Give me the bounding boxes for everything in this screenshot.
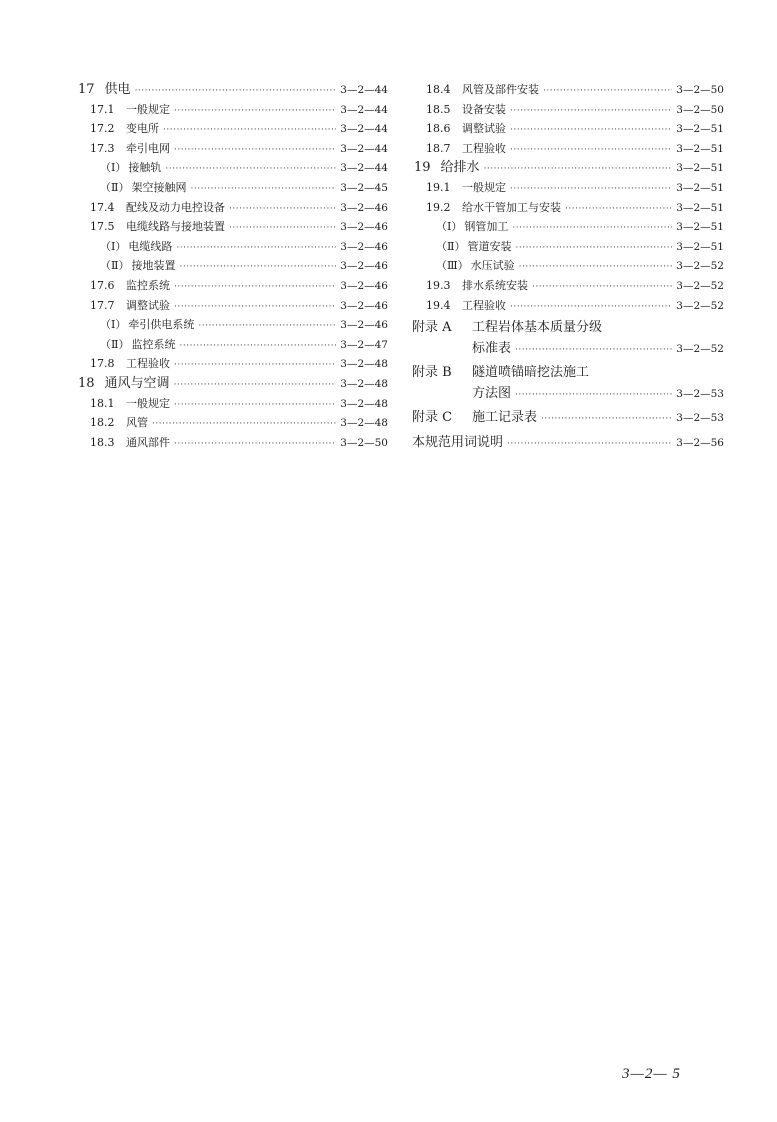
toc-entry-title: 一般规定 xyxy=(126,396,170,410)
toc-entry-number: 18.4 xyxy=(426,83,451,96)
toc-entry[interactable] xyxy=(78,158,388,178)
toc-entry-number: （Ⅰ） xyxy=(100,318,127,332)
toc-entry[interactable] xyxy=(78,80,388,100)
toc-entry[interactable] xyxy=(78,139,388,159)
leader-dots xyxy=(174,376,337,396)
leader-dots xyxy=(543,82,672,102)
toc-entry-page: 3—2—50 xyxy=(340,436,388,449)
toc-entry-page: 3—2—46 xyxy=(340,260,388,273)
toc-entry[interactable] xyxy=(78,335,388,355)
leader-dots xyxy=(198,317,336,337)
toc-entry-page: 3—2—48 xyxy=(340,358,388,371)
toc-entry-title: 风管及部件安装 xyxy=(462,83,539,96)
leader-dots xyxy=(484,160,673,180)
appendix-label: 附录 B xyxy=(412,365,452,381)
toc-entry[interactable] xyxy=(412,198,724,218)
page-folio: 3—2— 5 xyxy=(622,1066,681,1082)
leader-dots xyxy=(510,298,672,318)
toc-entry[interactable] xyxy=(412,276,724,296)
toc-entry[interactable] xyxy=(412,237,724,257)
toc-entry[interactable] xyxy=(412,296,724,316)
toc-entry[interactable] xyxy=(78,256,388,276)
toc-entry-number: 19.4 xyxy=(426,298,451,312)
toc-entry-page: 3—2—47 xyxy=(340,338,388,351)
leader-dots xyxy=(176,239,336,259)
leader-dots xyxy=(229,200,336,220)
toc-entry-page: 3—2—51 xyxy=(676,181,724,194)
toc-entry[interactable] xyxy=(412,217,724,237)
leader-dots xyxy=(174,435,336,455)
leader-dots xyxy=(174,141,336,161)
toc-entry[interactable] xyxy=(412,119,724,139)
toc-entry[interactable] xyxy=(78,198,388,218)
toc-entry-title: 设备安装 xyxy=(462,102,506,116)
toc-entry[interactable] xyxy=(78,100,388,120)
leader-dots xyxy=(174,278,336,298)
leader-dots xyxy=(165,160,336,180)
leader-dots xyxy=(510,102,672,122)
toc-entry-number: （Ⅰ） xyxy=(100,161,127,175)
leader-dots xyxy=(541,409,672,430)
toc-entry[interactable] xyxy=(78,178,388,198)
appendix-title: 工程岩体基本质量分级 xyxy=(472,320,603,336)
leader-dots xyxy=(510,141,672,161)
toc-entry-page: 3—2—45 xyxy=(340,181,388,194)
toc-entry-number: 19 xyxy=(414,160,431,176)
toc-entry-number: 18.7 xyxy=(426,141,451,155)
toc-entry-page: 3—2—51 xyxy=(676,142,724,155)
toc-entry[interactable] xyxy=(78,433,388,453)
toc-entry-title: 通风与空调 xyxy=(104,375,170,391)
toc-entry-number: 18.3 xyxy=(90,435,115,449)
toc-entry-title: 一般规定 xyxy=(126,102,170,116)
leader-dots xyxy=(507,434,672,455)
toc-entry-title: 电缆线路 xyxy=(128,239,173,253)
appendix-page: 3—2—56 xyxy=(676,437,724,450)
toc-entry-page: 3—2—51 xyxy=(676,162,724,175)
toc-entry-page: 3—2—51 xyxy=(676,201,724,214)
toc-entry-title: 变电所 xyxy=(126,122,159,136)
toc-entry[interactable] xyxy=(78,374,388,394)
leader-dots xyxy=(152,415,336,435)
toc-entry-title: 水压试验 xyxy=(470,259,515,273)
toc-entry-number: （Ⅱ） xyxy=(100,337,130,351)
toc-entry-title: 通风部件 xyxy=(126,435,170,449)
toc-entry-number: 17.2 xyxy=(90,122,115,136)
appendix-label: 附录 A xyxy=(412,320,452,336)
toc-entry[interactable] xyxy=(412,178,724,198)
toc-entry-number: 17.3 xyxy=(90,141,115,155)
appendix-title-continued: 标准表 xyxy=(472,341,512,357)
toc-entry-page: 3—2—46 xyxy=(340,299,388,312)
toc-entry-page: 3—2—50 xyxy=(676,103,724,116)
toc-entry-title: 管道安装 xyxy=(467,239,512,253)
toc-entry-page: 3—2—46 xyxy=(340,279,388,292)
toc-entry-number: （Ⅱ） xyxy=(100,180,130,194)
toc-entry-title: 供电 xyxy=(104,82,131,97)
toc-entry[interactable] xyxy=(78,413,388,433)
leader-dots xyxy=(515,384,672,406)
toc-entry-number: 17.6 xyxy=(90,278,115,292)
toc-entry[interactable] xyxy=(78,119,388,139)
appendix-page: 3—2—52 xyxy=(676,343,724,356)
toc-entry-title: 接触轨 xyxy=(128,161,162,175)
toc-entry-number: 19.3 xyxy=(426,278,451,292)
toc-entry-page: 3—2—52 xyxy=(676,260,724,273)
appendix-entry[interactable] xyxy=(412,362,724,405)
toc-entry-number: 19.2 xyxy=(426,200,451,214)
toc-entry-page: 3—2—44 xyxy=(340,142,388,155)
toc-right-column xyxy=(412,80,724,455)
toc-entry-number: 18 xyxy=(78,375,95,391)
toc-entry-page: 3—2—44 xyxy=(340,162,388,175)
leader-dots xyxy=(174,298,336,318)
toc-entry-page: 3—2—44 xyxy=(340,103,388,116)
toc-entry-number: 18.2 xyxy=(90,416,115,430)
toc-entry-title: 钢管加工 xyxy=(464,220,509,234)
toc-entry[interactable] xyxy=(78,315,388,335)
toc-entry-page: 3—2—48 xyxy=(340,417,388,430)
leader-dots xyxy=(163,121,336,141)
appendix-page: 3—2—53 xyxy=(676,388,724,401)
toc-entry-number: （Ⅰ） xyxy=(100,239,127,253)
appendix-title-continued: 方法图 xyxy=(472,386,512,402)
toc-entry[interactable] xyxy=(78,237,388,257)
toc-entry[interactable] xyxy=(78,296,388,316)
toc-entry[interactable] xyxy=(412,139,724,159)
toc-entry-title: 牵引供电系统 xyxy=(128,318,195,332)
toc-entry-page: 3—2—52 xyxy=(676,299,724,312)
toc-entry-title: 调整试验 xyxy=(126,298,170,312)
toc-entry-page: 3—2—51 xyxy=(676,221,724,234)
appendix-title: 施工记录表 xyxy=(472,410,538,426)
toc-entry-number: （Ⅱ） xyxy=(436,239,466,253)
leader-dots xyxy=(532,278,672,298)
toc-entry-number: 17.7 xyxy=(90,298,115,312)
leader-dots xyxy=(174,396,336,416)
toc-entry-title: 给水干管加工与安装 xyxy=(462,200,561,214)
toc-entry-page: 3—2—46 xyxy=(340,240,388,253)
toc-entry[interactable] xyxy=(412,80,724,100)
toc-entry-title: 工程验收 xyxy=(126,357,170,371)
toc-entry-title: 电缆线路与接地装置 xyxy=(126,220,225,234)
appendix-entry[interactable] xyxy=(412,432,724,455)
toc-entry-title: 工程验收 xyxy=(462,298,506,312)
appendix-title: 本规范用词说明 xyxy=(412,435,504,451)
appendix-entry[interactable] xyxy=(412,317,724,360)
toc-left-column xyxy=(78,80,388,452)
toc-entry-title: 监控系统 xyxy=(126,278,170,292)
toc-entry-page: 3—2—46 xyxy=(340,221,388,234)
toc-entry-page: 3—2—50 xyxy=(676,84,724,96)
leader-dots xyxy=(174,356,336,376)
toc-entry-page: 3—2—44 xyxy=(340,84,388,96)
toc-right-entries xyxy=(412,80,724,315)
leader-dots xyxy=(515,339,672,361)
toc-entry-page: 3—2—51 xyxy=(676,123,724,136)
toc-entry-number: （Ⅱ） xyxy=(100,259,130,273)
toc-entry-title: 接地装置 xyxy=(131,259,176,273)
toc-entry-title: 工程验收 xyxy=(462,141,506,155)
toc-entry[interactable] xyxy=(412,100,724,120)
leader-dots xyxy=(510,121,672,141)
toc-entry-number: 17.8 xyxy=(90,357,115,371)
leader-dots xyxy=(515,239,672,259)
leader-dots xyxy=(229,219,336,239)
toc-entry[interactable] xyxy=(78,354,388,374)
toc-entry-number: 18.6 xyxy=(426,122,451,136)
toc-entry-title: 监控系统 xyxy=(131,337,176,351)
leader-dots xyxy=(174,102,336,122)
toc-entry-title: 一般规定 xyxy=(462,180,506,194)
toc-entry-page: 3—2—46 xyxy=(340,319,388,332)
toc-entry-page: 3—2—52 xyxy=(676,279,724,292)
toc-entry[interactable] xyxy=(78,217,388,237)
leader-dots xyxy=(512,219,672,239)
leader-dots xyxy=(179,337,336,357)
toc-entry-title: 牵引电网 xyxy=(126,141,170,155)
toc-entry-number: 17.1 xyxy=(90,102,115,116)
toc-entry-number: 17 xyxy=(78,82,95,97)
toc-entry-number: 17.4 xyxy=(90,200,115,214)
toc-entry-title: 架空接触网 xyxy=(131,180,187,194)
leader-dots xyxy=(179,258,336,278)
appendix-page: 3—2—53 xyxy=(676,412,724,425)
toc-entry[interactable] xyxy=(78,276,388,296)
toc-entry-title: 配线及动力电控设备 xyxy=(126,200,225,214)
toc-entry-number: 17.5 xyxy=(90,220,115,234)
appendix-title: 隧道喷锚暗挖法施工 xyxy=(472,365,590,381)
toc-entry-page: 3—2—48 xyxy=(340,377,388,390)
toc-entry[interactable] xyxy=(78,394,388,414)
toc-entry-number: 19.1 xyxy=(426,180,451,194)
leader-dots xyxy=(519,258,673,278)
toc-entry-page: 3—2—46 xyxy=(340,201,388,214)
appendix-list xyxy=(412,317,724,455)
toc-entry-number: （Ⅰ） xyxy=(436,220,463,234)
toc-entry-page: 3—2—44 xyxy=(340,123,388,136)
toc-entry[interactable] xyxy=(412,158,724,178)
toc-entry-page: 3—2—51 xyxy=(676,240,724,253)
leader-dots xyxy=(565,200,672,220)
toc-entry-number: 18.1 xyxy=(90,396,115,410)
toc-entry-number: （Ⅲ） xyxy=(436,259,469,273)
appendix-label: 附录 C xyxy=(412,410,453,426)
toc-entry-title: 风管 xyxy=(126,416,148,430)
toc-entry-title: 排水系统安装 xyxy=(462,278,528,292)
toc-entry-title: 给排水 xyxy=(440,160,480,176)
toc-entry-title: 调整试验 xyxy=(462,122,506,136)
toc-entry-page: 3—2—48 xyxy=(340,397,388,410)
appendix-entry[interactable] xyxy=(412,407,724,430)
toc-entry-number: 18.5 xyxy=(426,102,451,116)
toc-entry[interactable] xyxy=(412,256,724,276)
